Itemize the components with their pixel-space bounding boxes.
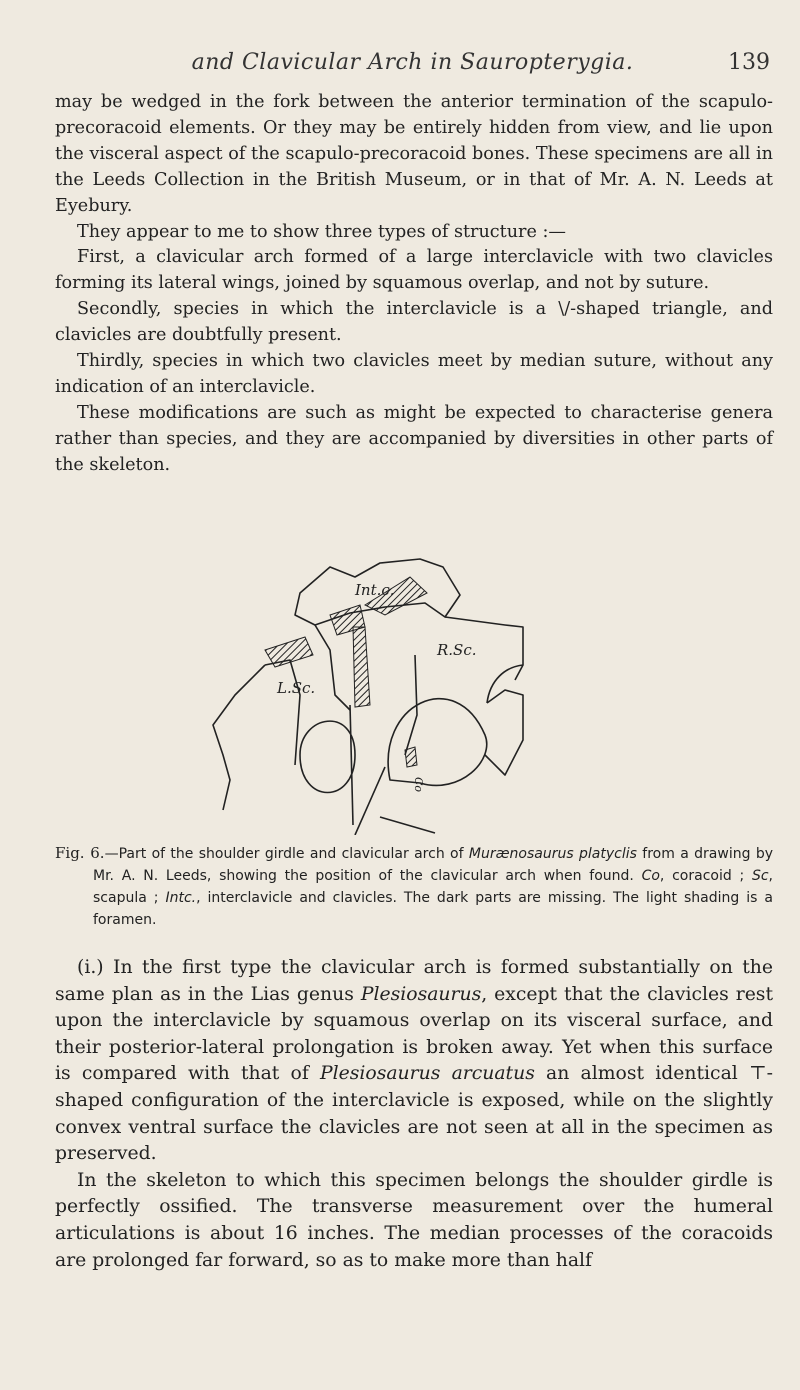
missing-part-small <box>405 747 417 767</box>
caption-genus: Murænosaurus platyclis <box>468 846 637 862</box>
coracoid-line <box>355 767 385 835</box>
missing-part-left-2 <box>265 637 313 667</box>
left-scapula-inner <box>265 660 300 765</box>
caption-co-text: , coracoid ; <box>659 868 752 884</box>
right-edge <box>487 665 523 703</box>
p1-c: an almost identical ⊤-shaped configuration of the interclavicle is exposed, while on the slightly convex ventral surface the clavicles are not seen at all in the specimen as preserved. <box>55 1063 773 1165</box>
paragraph-modifications: These modifications are such as might be expected to characterise genera rather than species, and they are accompanied by diversities in other parts of the skeleton. <box>55 402 773 475</box>
paragraph-continuation: may be wedged in the fork between the anterior termination of the scapulo-precoracoid elements. Or they may be entirely hidden from view, and lie upon the visceral aspect of the scapulo-precoracoid bones. These specimens are all in the Leeds Collection in the British Museum, or in that of Mr. A. N. Leeds at Eyebury. <box>55 92 773 216</box>
paragraph-second-type: Secondly, species in which the interclavicle is a \/-shaped triangle, and clavicles are doubtfully present. <box>55 299 773 346</box>
paragraph-first-type-detail <box>55 955 773 1168</box>
caption-fig-label: Fig. 6. <box>55 844 105 862</box>
p1-b: , except that the clavicles rest upon the interclavicle by squamous overlap on its visceral surface, and their posterior-lateral prolongation is broken away. Yet when this surface is compared with that of <box>55 983 773 1085</box>
page-header <box>55 50 770 84</box>
caption-co-abbr: Co <box>641 868 660 884</box>
missing-part-center <box>353 627 370 707</box>
midline <box>350 705 353 825</box>
caption-sc-abbr: Sc <box>751 868 769 884</box>
running-title: and Clavicular Arch in Sauropterygia. <box>191 50 634 75</box>
left-coracoid-outline <box>315 625 350 710</box>
paragraph-types-intro: They appear to me to show three types of structure :— <box>77 221 566 242</box>
caption-intc-abbr: Intc. <box>165 890 197 906</box>
paragraph-first-type: First, a clavicular arch formed of a large interclavicle with two clavicles forming its lateral wings, joined by squamous overlap, and not by suture. <box>55 247 773 294</box>
caption-part2: from a drawing by Mr. A. N. Leeds, showing the position of the clavicular arch when found. <box>93 846 774 884</box>
figure-caption <box>55 842 773 931</box>
p1-genus1: Plesiosaurus <box>360 983 482 1005</box>
paragraph-third-type: Thirdly, species in which two clavicles meet by median suture, without any indication of an interclavicle. <box>55 351 773 397</box>
shoulder-girdle-figure <box>205 555 605 835</box>
right-coracoid-outline <box>485 690 523 775</box>
left-foramen <box>300 721 355 792</box>
p1-genus2: Plesiosaurus arcuatus <box>320 1063 535 1085</box>
caption-part1: —Part of the shoulder girdle and clavicular arch of <box>104 846 469 862</box>
right-scapula-inner <box>405 655 417 755</box>
coracoid-line-2 <box>380 817 435 833</box>
label-intc: Int.c. <box>355 581 395 599</box>
page-number: 139 <box>728 50 770 75</box>
caption-intc-text: , interclavicle and clavicles. The dark parts are missing. The light shading is a foramen. <box>93 890 774 928</box>
p1-a: (i.) In the first type the clavicular arch is formed substantially on the same plan as in the Lias genus <box>55 957 773 1005</box>
right-foramen <box>388 699 487 786</box>
label-rsc: R.Sc. <box>437 641 477 659</box>
left-scapula-outline <box>213 665 265 810</box>
label-lsc: L.Sc. <box>277 679 316 697</box>
upper-body-text <box>55 90 773 479</box>
paragraph-skeleton: In the skeleton to which this specimen belongs the shoulder girdle is perfectly ossified. The transverse measurement over the humeral articulations is about 16 inches. The median processes of the coracoids are prolonged far forward, so as to make more than half <box>55 1169 773 1271</box>
lower-body-text <box>55 955 773 1274</box>
caption-sc-text: , scapula ; <box>93 868 773 906</box>
label-co: Co <box>412 777 425 793</box>
